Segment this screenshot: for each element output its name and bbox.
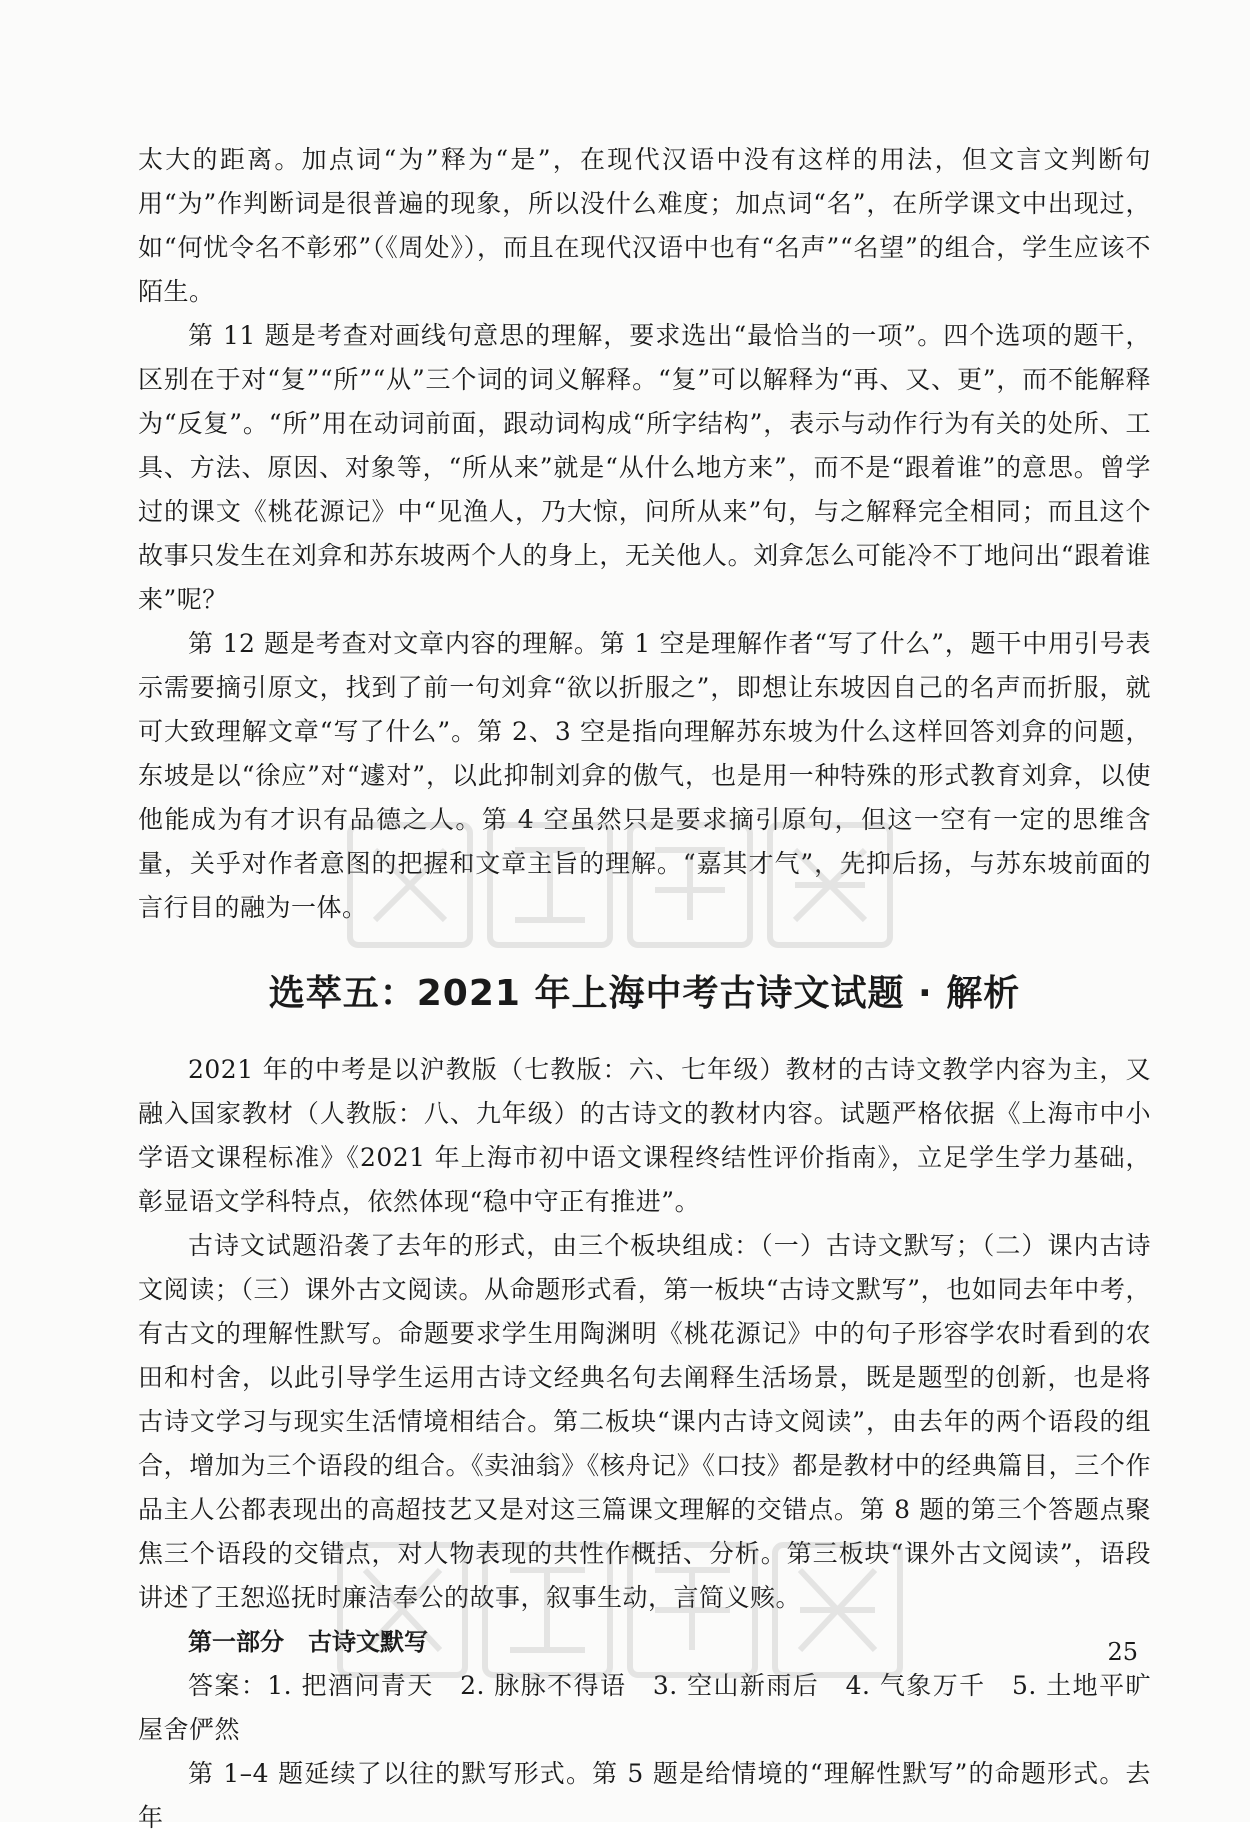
part-heading: 第一部分 古诗文默写 — [188, 1628, 428, 1656]
paragraph-q12: 第 12 题是考查对文章内容的理解。第 1 空是理解作者“写了什么”，题干中用引号表示需要摘引原文，找到了前一句刘弇“欲以折服之”，即想让东坡因自己的名声而折服，就可大致理解文章“写了什么”。第 2、3 空是指向理解苏东坡为什么这样回答刘弇的问题，东坡是以“徐应”对“遽对”，以此抑制刘弇的傲气，也是用一种特殊的形式教育刘弇，以使他能成为有才识有品德之人。第 4 空虽然只是要求摘引原句，但这一空有一定的思维含量，关乎对作者意图的把握和文章主旨的理解。“嘉其才气”，先抑后扬，与苏东坡前面的言行目的融为一体。 — [138, 629, 1151, 922]
paragraph-continued: 太大的距离。加点词“为”释为“是”，在现代汉语中没有这样的用法，但文言文判断句用“为”作判断词是很普遍的现象，所以没什么难度；加点词“名”，在所学课文中出现过，如“何忧令名不彰邪”（《周处》），而且在现代汉语中也有“名声”“名望”的组合，学生应该不陌生。 — [138, 145, 1151, 306]
section-title: 选萃五：2021 年上海中考古诗文试题 · 解析 — [268, 973, 1021, 1014]
answer-line: 答案：1. 把酒问青天 2. 脉脉不得语 3. 空山新雨后 4. 气象万千 5. 土地平旷 屋舍俨然 — [138, 1671, 1177, 1744]
paragraph-last: 第 1–4 题延续了以往的默写形式。第 5 题是给情境的“理解性默写”的命题形式。去年 — [138, 1759, 1151, 1832]
paragraph-intro: 2021 年的中考是以沪教版（七教版：六、七年级）教材的古诗文教学内容为主，又融入国家教材（人教版：八、九年级）的古诗文的教材内容。试题严格依据《上海市中小学语文课程标准》《2021 年上海市初中语文课程终结性评价指南》，立足学生学力基础，彰显语文学科特点，依然体现“稳中守正有推进”。 — [138, 1055, 1151, 1216]
page-content — [138, 138, 1177, 1840]
paragraph-structure: 古诗文试题沿袭了去年的形式，由三个板块组成：（一）古诗文默写；（二）课内古诗文阅读；（三）课外古文阅读。从命题形式看，第一板块“古诗文默写”，也如同去年中考，有古文的理解性默写。命题要求学生用陶渊明《桃花源记》中的句子形容学农时看到的农田和村舍，以此引导学生运用古诗文经典名句去阐释生活场景，既是题型的创新，也是将古诗文学习与现实生活情境相结合。第二板块“课内古诗文阅读”，由去年的两个语段的组合，增加为三个语段的组合。《卖油翁》《核舟记》《口技》都是教材中的经典篇目，三个作品主人公都表现出的高超技艺又是对这三篇课文理解的交错点。第 8 题的第三个答题点聚焦三个语段的交错点，对人物表现的共性作概括、分析。第三板块“课外古文阅读”，语段讲述了王恕巡抚时廉洁奉公的故事，叙事生动，言简义赅。 — [138, 1231, 1151, 1612]
page-number: 25 — [1107, 1638, 1138, 1666]
paragraph-q11: 第 11 题是考查对画线句意思的理解，要求选出“最恰当的一项”。四个选项的题干，区别在于对“复”“所”“从”三个词的词义解释。“复”可以解释为“再、又、更”，而不能解释为“反复”。“所”用在动词前面，跟动词构成“所字结构”，表示与动作行为有关的处所、工具、方法、原因、对象等，“所从来”就是“从什么地方来”，而不是“跟着谁”的意思。曾学过的课文《桃花源记》中“见渔人，乃大惊，问所从来”句，与之解释完全相同；而且这个故事只发生在刘弇和苏东坡两个人的身上，无关他人。刘弇怎么可能冷不丁地问出“跟着谁来”呢？ — [138, 321, 1151, 614]
